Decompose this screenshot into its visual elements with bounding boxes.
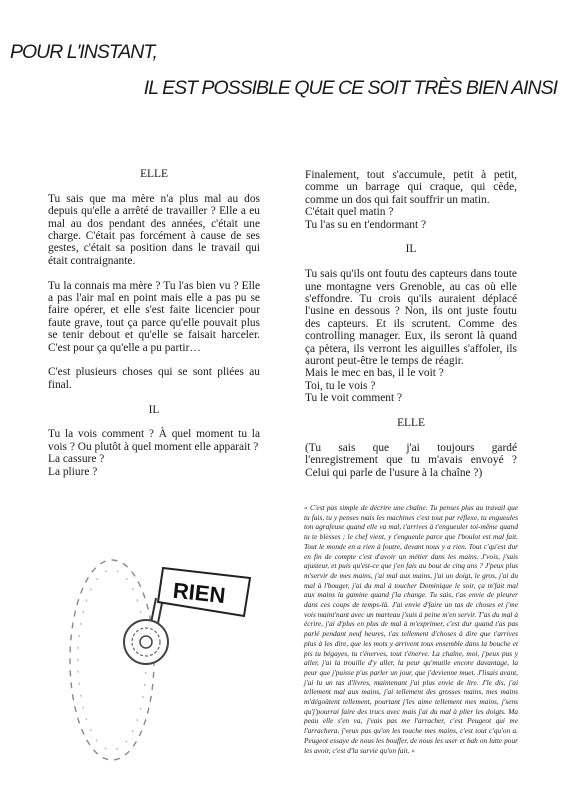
paragraph bbox=[305, 169, 517, 231]
title-line-2: IL EST POSSIBLE QUE CE SOIT TRÈS BIEN AINSI bbox=[143, 77, 557, 99]
sign-text: RIEN bbox=[171, 577, 227, 609]
right-column bbox=[305, 169, 517, 491]
text-line: Toi, tu le vois ? bbox=[305, 379, 376, 392]
speaker-label: IL bbox=[148, 403, 160, 416]
speaker-label: ELLE bbox=[397, 417, 425, 430]
text-line: La cassure ? bbox=[48, 453, 105, 466]
speaker-label: ELLE bbox=[140, 168, 168, 180]
illustration bbox=[60, 550, 260, 780]
text-line: Tu le voit comment ? bbox=[305, 392, 403, 405]
gear-icon bbox=[124, 620, 168, 664]
paragraph: Tu la connais ma mère ? Tu l'as bien vu ? Elle a pas l'air mal en point mais elle a pas pu se faire opérer, et elle s'est faite licencier pour faute grave, tout ça parce qu'elle pouvait plus se tenir debout et qu'elle se faisait harceler. C'est pour ça qu'elle a pu partir… bbox=[48, 279, 260, 354]
left-column bbox=[48, 168, 260, 490]
text-line: La pliure ? bbox=[48, 465, 98, 478]
paragraph-text: Tu la vois comment ? À quel moment tu la vois ? Ou plutôt à quel moment elle apparait ? bbox=[48, 428, 260, 453]
paragraph: (Tu sais que j'ai toujours gardé l'enregistrement que tu m'avais envoyé ? Celui qui parle de l'usure à la chaîne ?) bbox=[305, 441, 517, 479]
paragraph: C'est plusieurs choses qui se sont pliées au final. bbox=[48, 366, 260, 391]
text-line: Tu l'as su en t'endormant ? bbox=[305, 218, 427, 231]
paragraph bbox=[48, 428, 260, 478]
paragraph-text: Finalement, tout s'accumule, petit à petit, comme un barrage qui craque, qui cède, comme un dos qui fait souffrir un matin. bbox=[305, 169, 517, 206]
speaker-label: IL bbox=[405, 243, 417, 256]
paragraph: Tu sais que ma mère n'a plus mal au dos depuis qu'elle a arrêté de travailler ? Elle a eu mal au dos pendant des années, c'était une charge. C'était pas forcément à cause de ses gestes, c'était sa position dans le travail qui était contraignante. bbox=[48, 192, 260, 267]
paragraph-text: Tu sais qu'ils ont foutu des capteurs dans toute une montagne vers Grenoble, au cas où elle s'effondre. Tu crois qu'ils auraient déplacé l'usine en dessous ? Non, ils ont juste foutu des capteurs. Et ils scrutent. Comme des controlling manager. Eux, ils seront là quand ça pètera, ils verront les aiguilles s'affoler, ils auront peut-être le temps de réagir. bbox=[305, 268, 517, 368]
paragraph bbox=[305, 268, 517, 404]
text-line: C'était quel matin ? bbox=[305, 206, 394, 219]
quote-block: « C'est pas simple de décrire une chaîne. Tu penses plus au travail que tu fais, tu y penses mais les machines c'est tout par réflexe, tu engueules ton agrafeuse quand elle va mal, t'arrives à t'engueuler toi-même quand tu te blesses ; le chef vient, y t'engueule parce que l'boulot est mal fait. Tout le monde en a rien à foutre, devant nous y a rien. Tout c'qu'est dur en fin de compte c'est d'avoir un métier dans les mains. J'vois, j'suis ajusteur, et puis qu'est-ce que j'en fais au bout de cinq ans ? J'peux plus m'servir de mes mains, j'ai mal aux mains, j'ai un doigt, le gros, j'ai du mal à l'bouger, j'ai du mal à toucher Dominique le soir, ça m'fait mal aux mains la gamine quand j'la change. Tu sais, t'as envie de pleurer dans ces coups de temps-là. J'ai envie d'faire un tas de choses et j'me vois maint'nant avec un marteau j'suis à peine m'en servir. T'as du mal à écrire, j'ai d'plus en plus de mal à m'exprimer, c'est dur quand t'as pas parlé pendant neuf heures, t'as tellement d'choses à dire que t'arrives plus à les dire, que les mots y arrivent tous ensemble dans la bouche et pis tu bégayes, tu t'énerves, tout t'énerve. La chaîne, moi, j'peux pus y aller, j'ai la trouille d'y aller, la peur qu'mutile encore davantage, la peur que j'puisse p'us parler un jour, que j'devienne muet. J'lisais avant, j'ai lu un tas d'livres, maintenant j'ai plus envie de lire. J'le dis, j'ai tellement mal aux mains, j'ai tellement des grosses mains, mes mains m'dégoûtent tellement, pourtant j'les aime tellement mes mains, j'sens qu'j'pourrai faire des trucs avec mais j'ai du mal à plier les doigts. Ma peau elle s'en va, j'vais pas me l'arracher, c'est Peugeot qui me l'arrachera, j'veux pas qu'on les touche mes mains, c'est tout c'qu'on a. Peugeot essaye de nous les bouffer, de nous les user et bah on lutte pour les avoir, c'est d'la survie qu'on fait. » bbox=[304, 503, 518, 755]
text-line: Mais le mec en bas, il le voit ? bbox=[305, 367, 444, 380]
title-line-1: POUR L'INSTANT, bbox=[10, 41, 157, 63]
